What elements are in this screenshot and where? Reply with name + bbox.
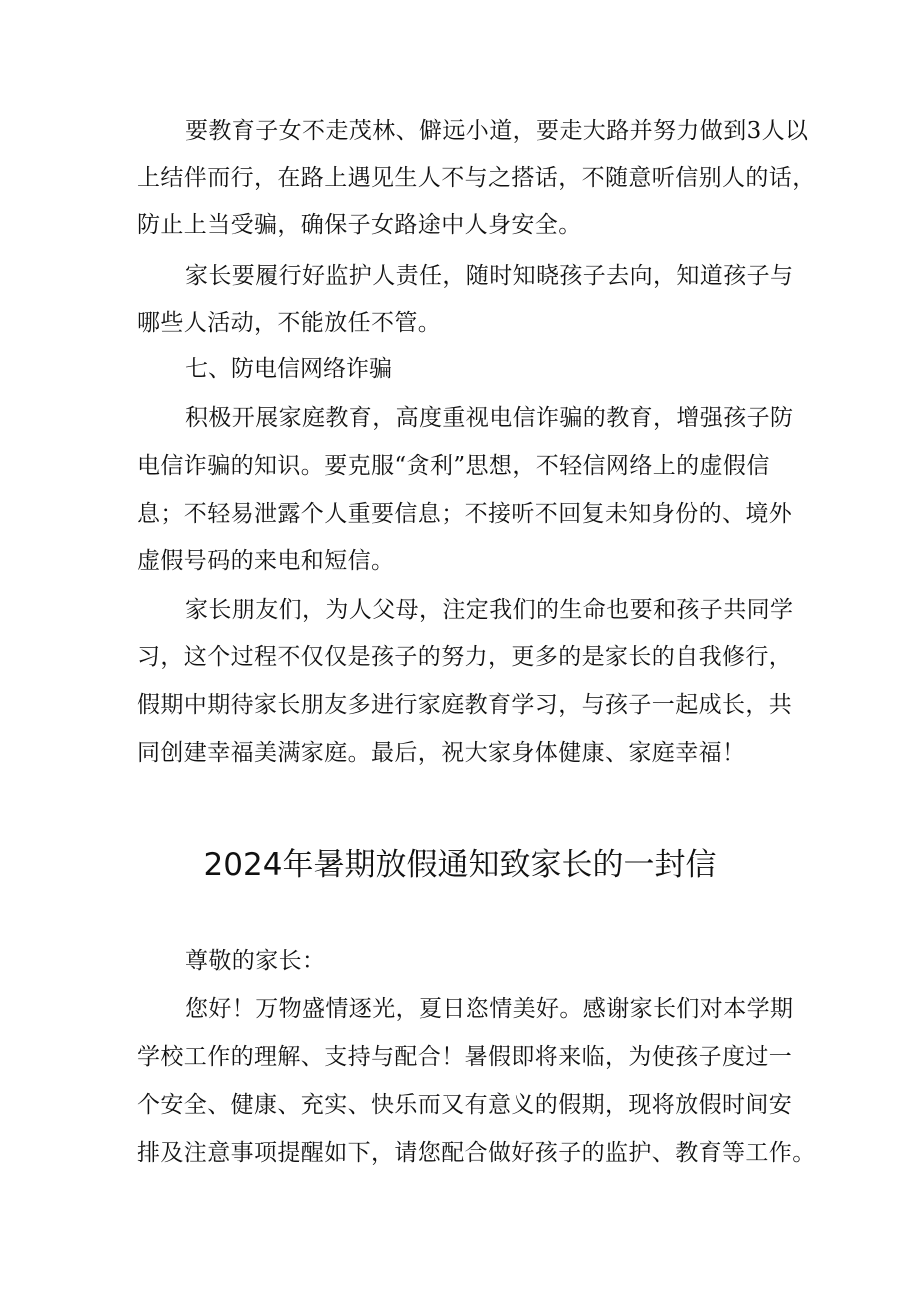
paragraph-line: 学校工作的理解、支持与配合！暑假即将来临，为使孩子度过一 (137, 1044, 793, 1070)
paragraph-line: 习，这个过程不仅仅是孩子的努力，更多的是家长的自我修行， (137, 644, 793, 670)
paragraph-line: 虚假号码的来电和短信。 (137, 548, 395, 574)
paragraph-line: 家长要履行好监护人责任，随时知晓孩子去向，知道孩子与 (185, 263, 794, 289)
paragraph-line: 哪些人活动，不能放任不管。 (137, 310, 442, 336)
paragraph-line: 积极开展家庭教育，高度重视电信诈骗的教育，增强孩子防 (185, 405, 794, 431)
paragraph-line: 防止上当受骗，确保子女路途中人身安全。 (137, 212, 582, 238)
paragraph-line: 上结伴而行，在路上遇见生人不与之搭话，不随意听信别人的话， (137, 165, 816, 191)
paragraph-line: 同创建幸福美满家庭。最后，祝大家身体健康、家庭幸福！ (137, 740, 746, 766)
section-heading: 七、防电信网络诈骗 (185, 356, 392, 382)
paragraph-line: 要教育子女不走茂林、僻远小道，要走大路并努力做到3人以 (185, 118, 809, 144)
paragraph-line: 电信诈骗的知识。要克服“贪利”思想，不轻信网络上的虚假信 (137, 453, 770, 479)
paragraph-line: 家长朋友们，为人父母，注定我们的生命也要和孩子共同学 (185, 597, 794, 623)
paragraph-line: 息；不轻易泄露个人重要信息；不接听不回复未知身份的、境外 (137, 501, 793, 527)
letter-title: 2024年暑期放假通知致家长的一封信 (203, 847, 717, 883)
paragraph-line: 个安全、健康、充实、快乐而又有意义的假期，现将放假时间安 (137, 1092, 793, 1118)
paragraph-line: 您好！万物盛情逐光，夏日恣情美好。感谢家长们对本学期 (185, 996, 794, 1022)
salutation: 尊敬的家长： (185, 948, 326, 974)
paragraph-line: 假期中期待家长朋友多进行家庭教育学习，与孩子一起成长，共 (137, 692, 793, 718)
paragraph-line: 排及注意事项提醒如下，请您配合做好孩子的监护、教育等工作。 (137, 1140, 816, 1166)
